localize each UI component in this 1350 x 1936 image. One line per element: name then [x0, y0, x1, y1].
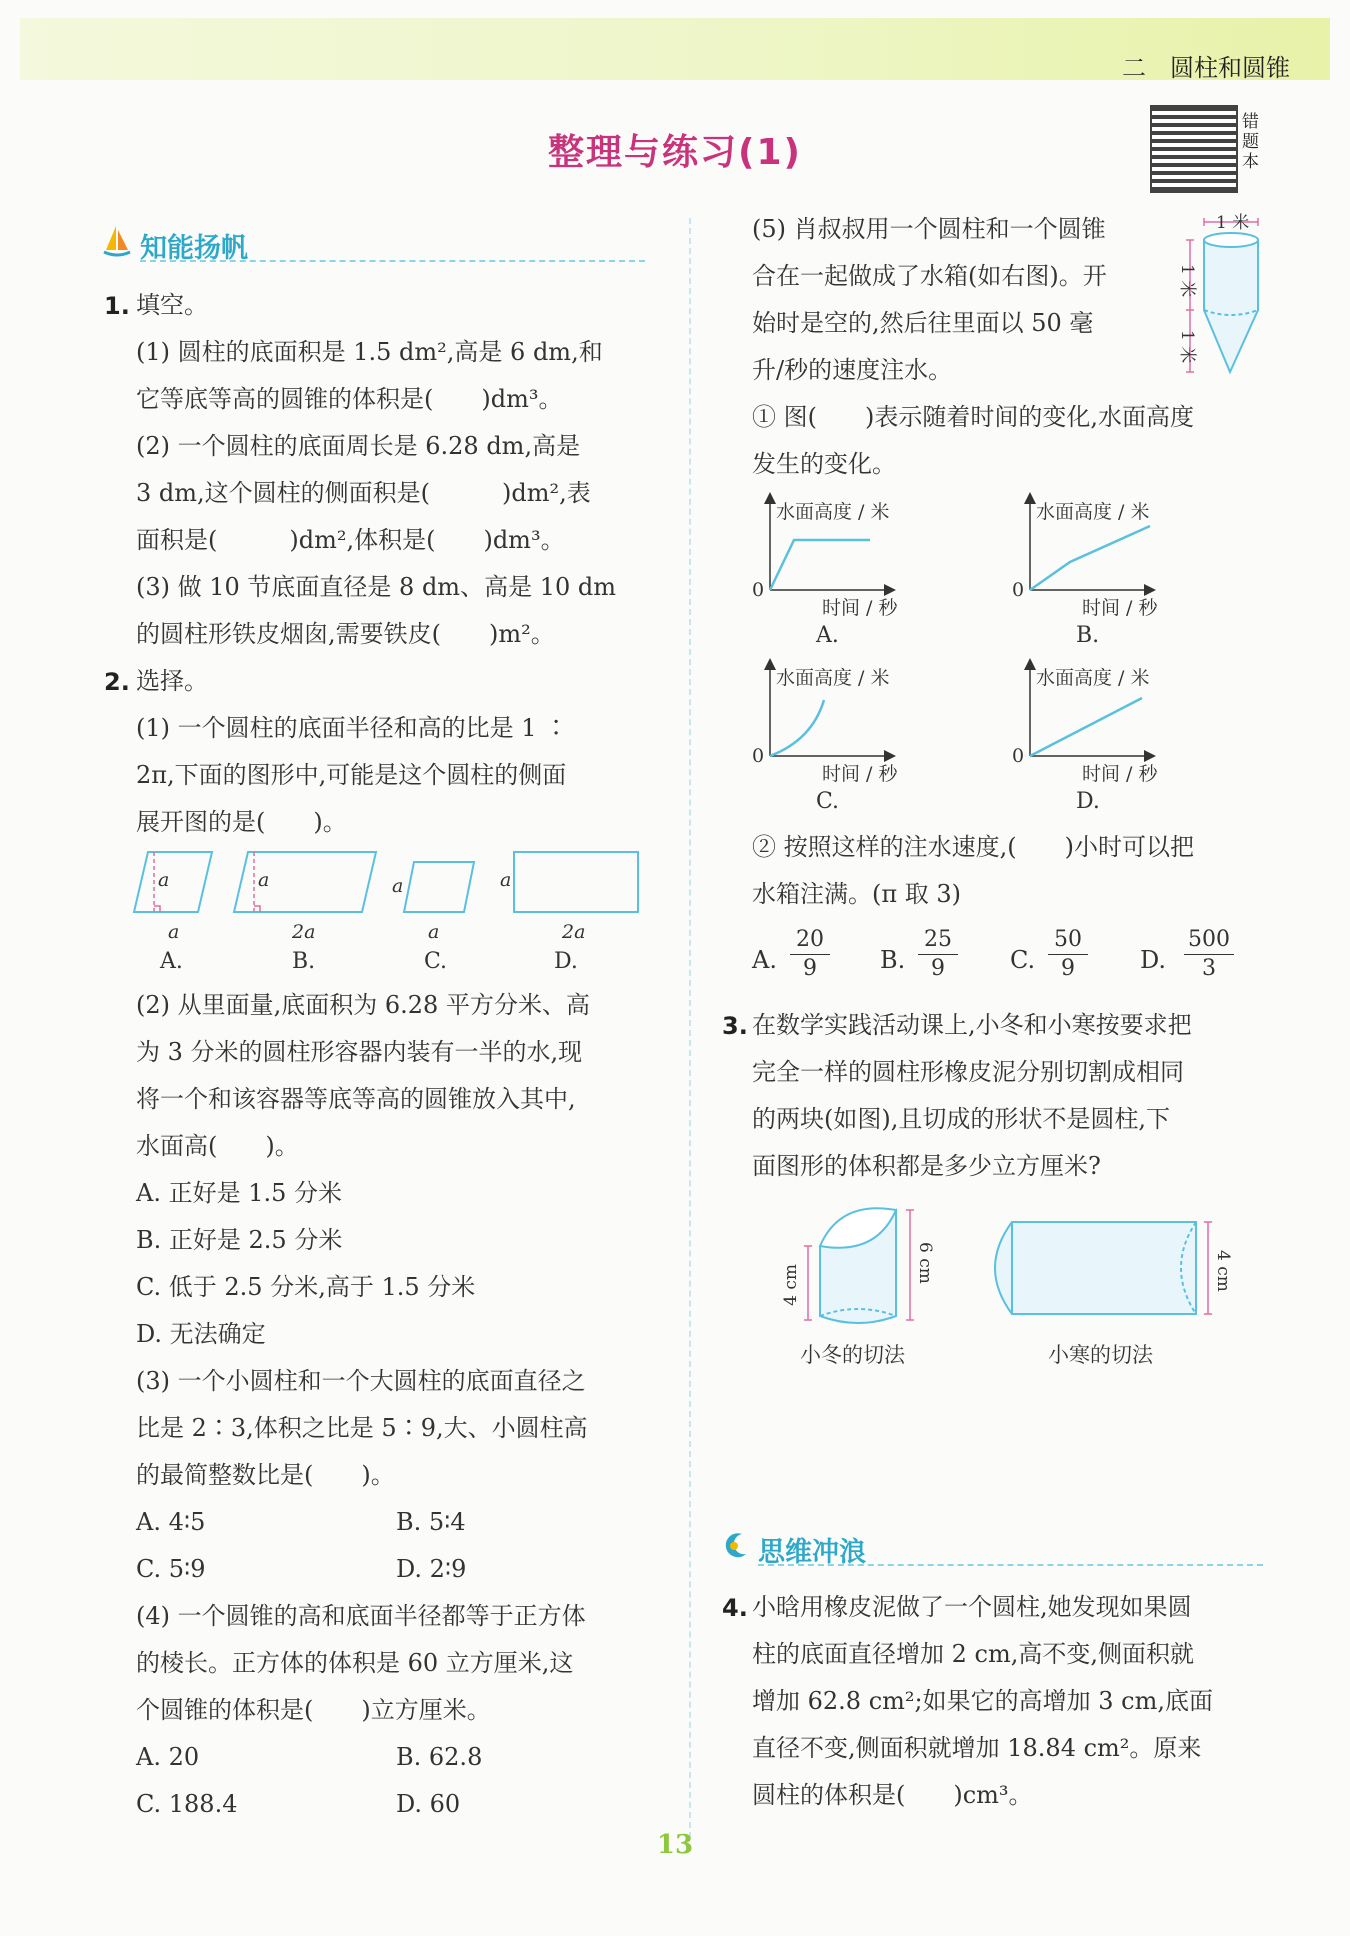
- fig1-caption: 小冬的切法: [800, 1343, 905, 1367]
- q2-p3-line2: 比是 2∶3,体积之比是 5∶9,大、小圆柱高: [136, 1414, 588, 1442]
- q4-number: 4.: [722, 1594, 748, 1622]
- shape-c-label: C.: [424, 949, 448, 974]
- page-number: 13: [656, 1830, 694, 1860]
- graph-a-zero: 0: [752, 579, 765, 601]
- q4-line1: 小晗用橡皮泥做了一个圆柱,她发现如果圆: [752, 1593, 1192, 1621]
- q2-p2-opt-c: C. 低于 2.5 分米,高于 1.5 分米: [136, 1273, 476, 1301]
- graph-b-label: B.: [1076, 623, 1100, 648]
- q2-p5-line4: 升/秒的速度注水。: [752, 356, 953, 384]
- cut-cylinder-figure: [780, 1190, 1260, 1370]
- q2-p5b-opt-d-frac: $\frac{500}{3}$: [1184, 926, 1234, 983]
- section-underline-1: [140, 260, 645, 262]
- graph-c-xlabel: 时间 / 秒: [822, 763, 898, 785]
- q1-line1: (1) 圆柱的底面积是 1.5 dm²,高是 6 dm,和: [136, 338, 603, 366]
- graph-a-label: A.: [816, 623, 839, 648]
- q4-line3: 增加 62.8 cm²;如果它的高增加 3 cm,底面: [752, 1687, 1213, 1715]
- graph-b-xlabel: 时间 / 秒: [1082, 597, 1158, 619]
- q1-line5: 面积是( )dm²,体积是( )dm³。: [136, 526, 565, 554]
- graph-b-line: [1030, 526, 1150, 590]
- q2-p4-opt-d: D. 60: [396, 1790, 461, 1818]
- graph-b-ylabel: 水面高度 / 米: [1036, 501, 1150, 523]
- q2-p5b-opt-c-label: C.: [1010, 946, 1036, 974]
- q2-p2-line3: 将一个和该容器等底等高的圆锥放入其中,: [136, 1085, 576, 1113]
- shape-a-side: a: [158, 869, 170, 891]
- q2-p5b-line1: ② 按照这样的注水速度,( )小时可以把: [752, 833, 1194, 861]
- graph-c-ylabel: 水面高度 / 米: [776, 667, 890, 689]
- q1-line4: 3 dm,这个圆柱的侧面积是( )dm²,表: [136, 479, 591, 507]
- q4-line4: 直径不变,侧面积就增加 18.84 cm²。原来: [752, 1734, 1202, 1762]
- q2-p5b-line2: 水箱注满。(π 取 3): [752, 880, 962, 908]
- q2-p1-line3: 展开图的是( )。: [136, 808, 347, 836]
- tank-mid-label: 1 米: [1177, 264, 1197, 298]
- q2-p2-opt-a: A. 正好是 1.5 分米: [136, 1179, 343, 1207]
- graph-a-ylabel: 水面高度 / 米: [776, 501, 890, 523]
- q2-p4-line2: 的棱长。正方体的体积是 60 立方厘米,这: [136, 1649, 574, 1677]
- shape-c-base: a: [428, 921, 440, 943]
- q2-p2-opt-b: B. 正好是 2.5 分米: [136, 1226, 343, 1254]
- shape-b-side: a: [258, 869, 270, 891]
- q1-line7: 的圆柱形铁皮烟囱,需要铁皮( )m²。: [136, 620, 555, 648]
- shape-d-base: 2a: [562, 921, 586, 943]
- q1-number: 1.: [104, 292, 130, 320]
- section-title-2: 思维冲浪: [758, 1537, 866, 1568]
- qr-code-icon[interactable]: [1150, 105, 1238, 193]
- q3-number: 3.: [722, 1012, 748, 1040]
- graph-a-xlabel: 时间 / 秒: [822, 597, 898, 619]
- graph-c-label: C.: [816, 789, 840, 814]
- shape-b-base: 2a: [292, 921, 316, 943]
- water-tank-figure: [1172, 212, 1282, 382]
- page-title: 整理与练习(1): [548, 132, 802, 173]
- q4-line5: 圆柱的体积是( )cm³。: [752, 1781, 1033, 1809]
- q2-p4-opt-b: B. 62.8: [396, 1743, 483, 1771]
- fig1-left-label: 4 cm: [781, 1264, 801, 1306]
- graph-d-zero: 0: [1012, 745, 1025, 767]
- shape-a-label: A.: [160, 949, 183, 974]
- wave-icon: [720, 1530, 750, 1562]
- fig1-right-label: 6 cm: [915, 1242, 935, 1284]
- q2-p4-line3: 个圆锥的体积是( )立方厘米。: [136, 1696, 491, 1724]
- q4-line2: 柱的底面直径增加 2 cm,高不变,侧面积就: [752, 1640, 1194, 1668]
- q2-p3-opt-b: B. 5∶4: [396, 1508, 466, 1536]
- q2-text: 选择。: [136, 667, 208, 695]
- q2-p5a-line1: ① 图( )表示随着时间的变化,水面高度: [752, 403, 1194, 431]
- q2-p5b-opt-c-frac: $\frac{50}{9}$: [1048, 926, 1088, 983]
- q2-p3-opt-d: D. 2∶9: [396, 1555, 467, 1583]
- unfold-shapes-figure: [130, 850, 650, 980]
- fig2-caption: 小寒的切法: [1048, 1343, 1153, 1367]
- shape-b-label: B.: [292, 949, 316, 974]
- qr-label: 错题本: [1242, 112, 1259, 172]
- shape-a-base: a: [168, 921, 180, 943]
- q1-line3: (2) 一个圆柱的底面周长是 6.28 dm,高是: [136, 432, 581, 460]
- graph-c-line: [770, 700, 824, 756]
- q2-p4-line1: (4) 一个圆锥的高和底面半径都等于正方体: [136, 1602, 586, 1630]
- q2-number: 2.: [104, 668, 130, 696]
- q2-p1-line2: 2π,下面的图形中,可能是这个圆柱的侧面: [136, 761, 567, 789]
- q2-p5b-opt-a-frac: $\frac{20}{9}$: [790, 926, 830, 983]
- q2-p3-opt-c: C. 5∶9: [136, 1555, 206, 1583]
- q2-p3-opt-a: A. 4∶5: [136, 1508, 206, 1536]
- q2-p2-line2: 为 3 分米的圆柱形容器内装有一半的水,现: [136, 1038, 583, 1066]
- q3-line2: 完全一样的圆柱形橡皮泥分别切割成相同: [752, 1058, 1184, 1086]
- q2-p5-line1: (5) 肖叔叔用一个圆柱和一个圆锥: [752, 215, 1106, 243]
- graph-d-label: D.: [1076, 789, 1100, 814]
- q2-p5b-opt-b-label: B.: [880, 946, 906, 974]
- fig2-right-label: 4 cm: [1213, 1250, 1233, 1292]
- column-divider: [689, 218, 691, 1838]
- section-underline-2: [758, 1564, 1263, 1566]
- q2-p5a-line2: 发生的变化。: [752, 450, 896, 478]
- q2-p1-line1: (1) 一个圆柱的底面半径和高的比是 1 ∶: [136, 714, 569, 742]
- shape-c-side: a: [392, 875, 404, 897]
- q1-line2: 它等底等高的圆锥的体积是( )dm³。: [136, 385, 563, 413]
- sailboat-icon: [102, 224, 132, 258]
- q2-p2-opt-d: D. 无法确定: [136, 1320, 266, 1348]
- q3-line1: 在数学实践活动课上,小冬和小寒按要求把: [752, 1011, 1192, 1039]
- q1-line6: (3) 做 10 节底面直径是 8 dm、高是 10 dm: [136, 573, 616, 601]
- graph-a-line: [770, 540, 870, 590]
- q2-p2-line1: (2) 从里面量,底面积为 6.28 平方分米、高: [136, 991, 590, 1019]
- q3-line3: 的两块(如图),且切成的形状不是圆柱,下: [752, 1105, 1170, 1133]
- q2-p4-opt-c: C. 188.4: [136, 1790, 238, 1818]
- graph-d-xlabel: 时间 / 秒: [1082, 763, 1158, 785]
- section-title-1: 知能扬帆: [140, 233, 248, 264]
- tank-top-label: 1 米: [1216, 213, 1250, 233]
- q2-p2-line4: 水面高( )。: [136, 1132, 299, 1160]
- q3-line4: 面图形的体积都是多少立方厘米?: [752, 1152, 1101, 1180]
- q2-p5-line3: 始时是空的,然后往里面以 50 毫: [752, 309, 1094, 337]
- q2-p3-line1: (3) 一个小圆柱和一个大圆柱的底面直径之: [136, 1367, 586, 1395]
- shape-d-label: D.: [554, 949, 578, 974]
- shape-d-side: a: [500, 869, 512, 891]
- q2-p3-line3: 的最简整数比是( )。: [136, 1461, 395, 1489]
- q1-text: 填空。: [136, 291, 208, 319]
- q2-p5b-opt-d-label: D.: [1140, 946, 1167, 974]
- graph-d-ylabel: 水面高度 / 米: [1036, 667, 1150, 689]
- graph-c-zero: 0: [752, 745, 765, 767]
- q2-p5b-opt-a-label: A.: [752, 946, 777, 974]
- q2-p5-line2: 合在一起做成了水箱(如右图)。开: [752, 262, 1107, 290]
- q2-p5b-opt-b-frac: $\frac{25}{9}$: [918, 926, 958, 983]
- chapter-title: 二 圆柱和圆锥: [1122, 54, 1290, 82]
- graph-b-zero: 0: [1012, 579, 1025, 601]
- graphs-figure: [740, 488, 1280, 828]
- tank-bottom-label: 1 米: [1177, 330, 1197, 364]
- graph-d-line: [1030, 698, 1142, 756]
- q2-p4-opt-a: A. 20: [136, 1743, 200, 1771]
